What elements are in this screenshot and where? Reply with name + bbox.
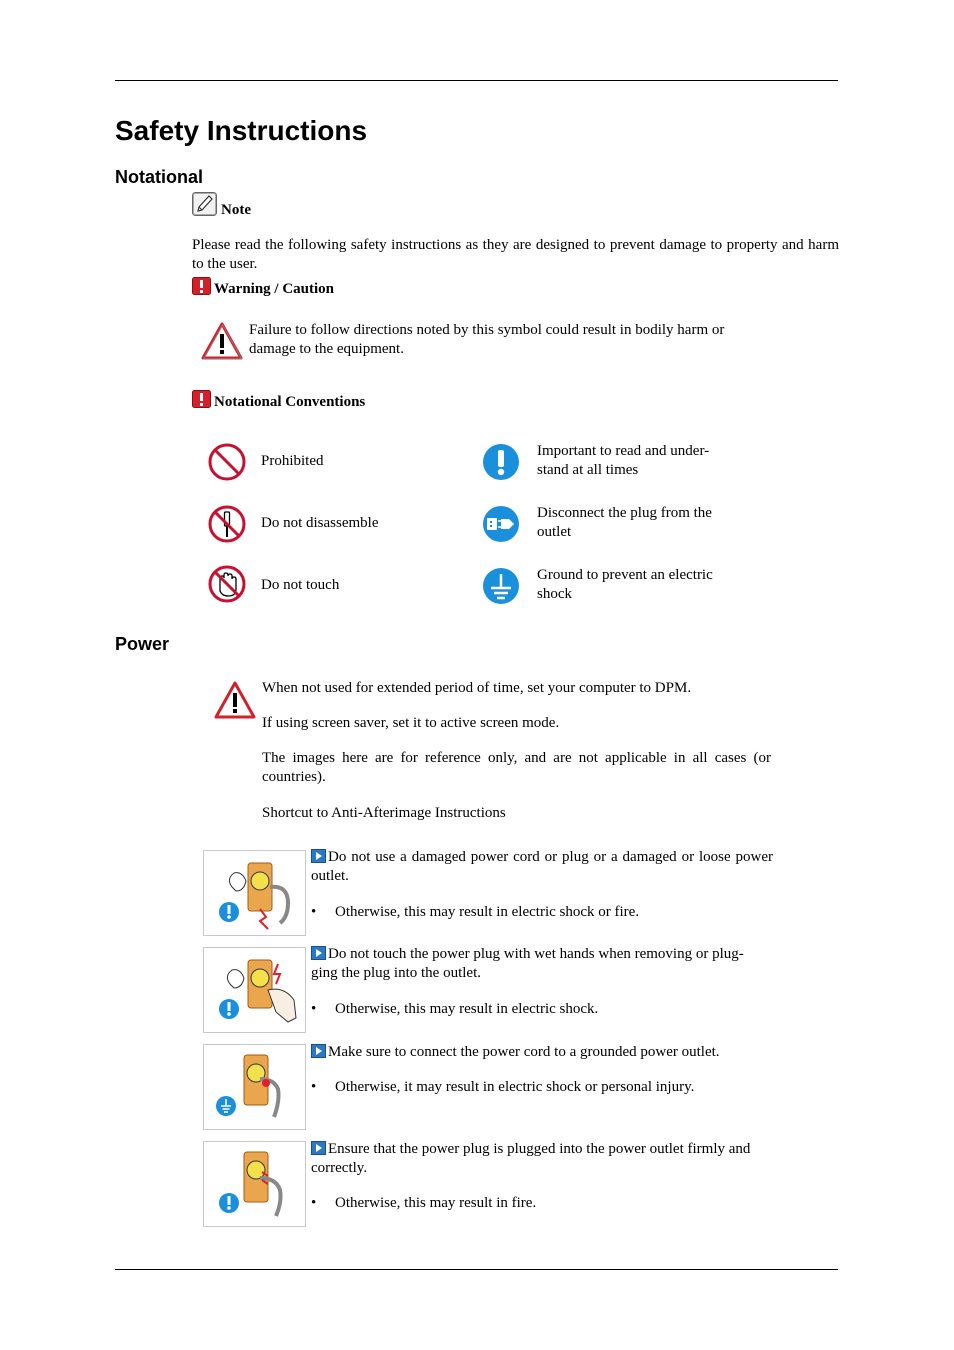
note-pencil-icon — [192, 192, 218, 216]
prohibited-icon — [207, 442, 247, 482]
power-intro-3: The images here are for reference only, and are not applicable in all cases (or countries). — [262, 750, 771, 785]
power-intro-2: If using screen saver, set it to active screen mode. — [262, 715, 560, 731]
section-heading-power: Power — [115, 634, 170, 654]
power-item-1-bullet-text: Otherwise, this may result in electric shock or fire. — [335, 904, 640, 920]
important-icon — [481, 442, 521, 482]
convention-label-prohibited: Prohibited — [261, 453, 324, 469]
power-item-2-label: Do not touch the power plug with wet hands when removing or plug- ging the plug into the outlet. — [311, 946, 744, 981]
section-heading-notational: Notational — [115, 167, 203, 187]
disconnect-plug-icon — [481, 504, 521, 544]
power-item-1-label: Do not use a damaged power cord or plug or a damaged or loose power outlet. — [311, 849, 773, 884]
warning-text: Failure to follow directions noted by this symbol could result in bodily harm or damage to the equipment. — [249, 322, 725, 357]
power-item-3-bullet-text: Otherwise, it may result in electric shock or personal injury. — [335, 1079, 695, 1095]
arrow-bullet-icon — [311, 1141, 326, 1155]
convention-label-disconnect: Disconnect the plug from the outlet — [537, 505, 712, 540]
do-not-disassemble-icon — [207, 504, 247, 544]
note-text: Please read the following safety instructions as they are designed to prevent damage to property and harm to the user. — [192, 237, 839, 272]
power-item-2-bullet-text: Otherwise, this may result in electric shock. — [335, 1001, 599, 1017]
warning-triangle-icon — [213, 680, 257, 720]
power-item-4-bullet-text: Otherwise, this may result in fire. — [335, 1195, 537, 1211]
page-title: Safety Instructions — [115, 115, 368, 146]
caution-icon — [192, 277, 211, 295]
power-item-4-bullet: • Otherwise, this may result in fire. — [311, 1195, 537, 1211]
arrow-bullet-icon — [311, 1044, 326, 1058]
bottom-divider — [115, 1269, 838, 1270]
illustration-plug-firmly — [203, 1141, 306, 1227]
power-item-4-text — [311, 1140, 773, 1178]
anti-afterimage-link[interactable]: Shortcut to Anti-Afterimage Instructions — [262, 805, 506, 821]
convention-label-ground: Ground to prevent an electric shock — [537, 567, 713, 602]
warning-triangle-icon — [201, 321, 243, 361]
illustration-damaged-cord — [203, 850, 306, 936]
power-item-1-text — [311, 848, 773, 886]
top-divider — [115, 80, 838, 81]
ground-icon — [481, 566, 521, 606]
notational-conventions-label: Notational Conventions — [214, 394, 366, 410]
convention-label-do-not-disassemble: Do not disassemble — [261, 515, 379, 531]
power-item-4-label: Ensure that the power plug is plugged into the power outlet firmly and correctly. — [311, 1141, 751, 1176]
convention-label-important: Important to read and under- stand at all times — [537, 443, 710, 478]
note-label: Note — [221, 202, 251, 218]
illustration-wet-hands — [203, 947, 306, 1033]
caution-icon — [192, 390, 211, 408]
arrow-bullet-icon — [311, 849, 326, 863]
illustration-grounded-outlet — [203, 1044, 306, 1130]
arrow-bullet-icon — [311, 946, 326, 960]
power-item-1-bullet: • Otherwise, this may result in electric shock or fire. — [311, 904, 640, 920]
convention-label-do-not-touch: Do not touch — [261, 577, 340, 593]
do-not-touch-icon — [207, 564, 247, 604]
power-intro-1: When not used for extended period of time, set your computer to DPM. — [262, 680, 692, 696]
warning-caution-label: Warning / Caution — [214, 281, 335, 297]
power-item-2-bullet: • Otherwise, this may result in electric shock. — [311, 1001, 599, 1017]
power-item-2-text — [311, 945, 773, 983]
power-item-3-label: Make sure to connect the power cord to a grounded power outlet. — [328, 1044, 720, 1060]
power-item-3-text — [311, 1043, 773, 1062]
power-item-3-bullet: • Otherwise, it may result in electric shock or personal injury. — [311, 1079, 695, 1095]
